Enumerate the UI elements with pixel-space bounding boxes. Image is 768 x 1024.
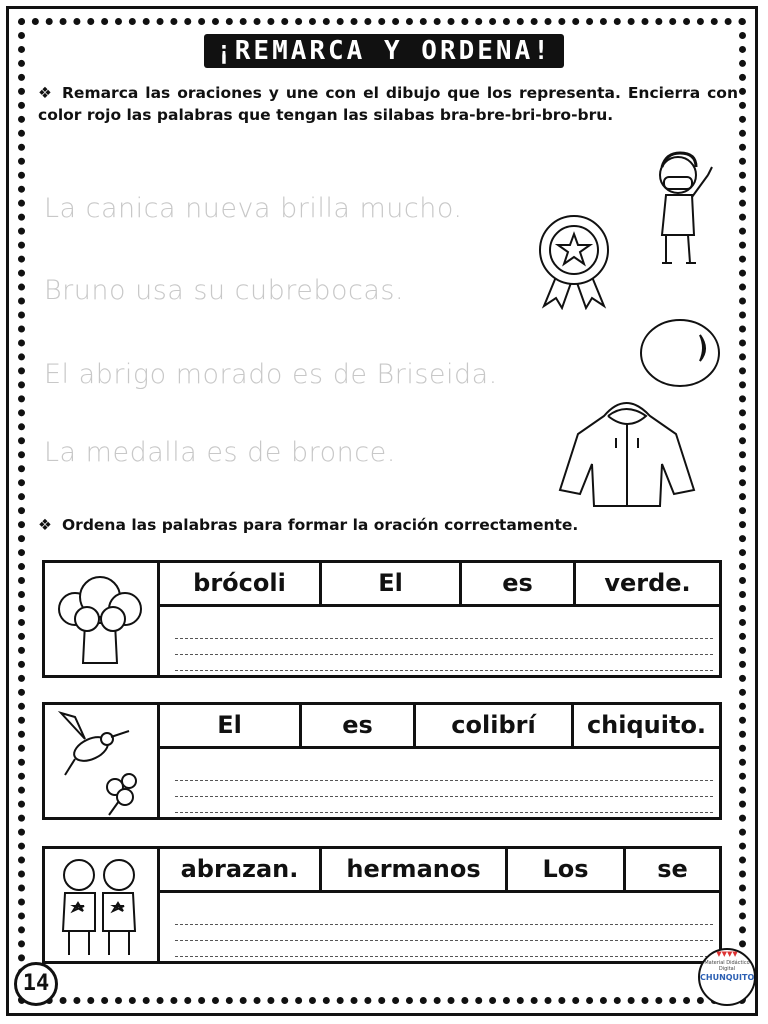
row-image-cell (45, 563, 160, 675)
row-image-cell (45, 705, 160, 817)
word-box[interactable]: colibrí (416, 705, 574, 746)
writing-lines[interactable] (175, 765, 713, 813)
word-box[interactable]: abrazan. (160, 849, 322, 890)
word-box[interactable]: es (462, 563, 576, 604)
boy-mask-icon (648, 145, 730, 270)
word-box[interactable]: Los (508, 849, 626, 890)
diamond-bullet-icon: ❖ (38, 516, 52, 534)
word-box[interactable]: hermanos (322, 849, 508, 890)
word-box[interactable]: brócoli (160, 563, 322, 604)
word-boxes (160, 705, 719, 749)
medal-icon (530, 210, 620, 310)
writing-lines[interactable] (175, 623, 713, 671)
jacket-icon (556, 394, 698, 512)
sentence-row-2 (42, 702, 722, 820)
word-box[interactable]: verde. (604, 569, 691, 597)
word-box[interactable]: El (160, 705, 302, 746)
writing-lines[interactable] (175, 909, 713, 957)
trace-sentence-4: La medalla es de bronce. (44, 437, 396, 468)
hummingbird-icon (45, 705, 155, 817)
word-box[interactable]: chiquito. (586, 711, 707, 739)
publisher-logo: ▼▼▼▼ Material Didáctico Digital CHUNQUITO (698, 948, 756, 1006)
word-boxes (160, 849, 719, 893)
word-box[interactable]: se (657, 855, 688, 883)
page-number: 14 (14, 962, 58, 1006)
word-boxes (160, 563, 719, 607)
word-box[interactable]: es (302, 705, 416, 746)
word-box[interactable]: El (322, 563, 462, 604)
trace-sentence-1: La canica nueva brilla mucho. (44, 193, 463, 224)
trace-sentence-3: El abrigo morado es de Briseida. (44, 359, 498, 390)
row-image-cell (45, 849, 160, 961)
marble-icon (638, 317, 722, 389)
instruction-2: ❖ Ordena las palabras para formar la oración correctamente. (38, 516, 579, 534)
worksheet-title: ¡REMARCA Y ORDENA! (0, 34, 768, 68)
bunting-flags-icon: ▼▼▼▼ (716, 950, 738, 958)
sentence-row-3 (42, 846, 722, 964)
diamond-bullet-icon: ❖ (38, 84, 52, 102)
siblings-hugging-icon (45, 849, 155, 961)
trace-sentence-2: Bruno usa su cubrebocas. (44, 275, 405, 306)
instruction-1: ❖ Remarca las oraciones y une con el dibujo que los representa. Encierra con color rojo las palabras que tengan las silabas bra-bre-bri-bro-bru. (38, 84, 738, 124)
sentence-row-1 (42, 560, 722, 678)
broccoli-icon (45, 563, 155, 675)
